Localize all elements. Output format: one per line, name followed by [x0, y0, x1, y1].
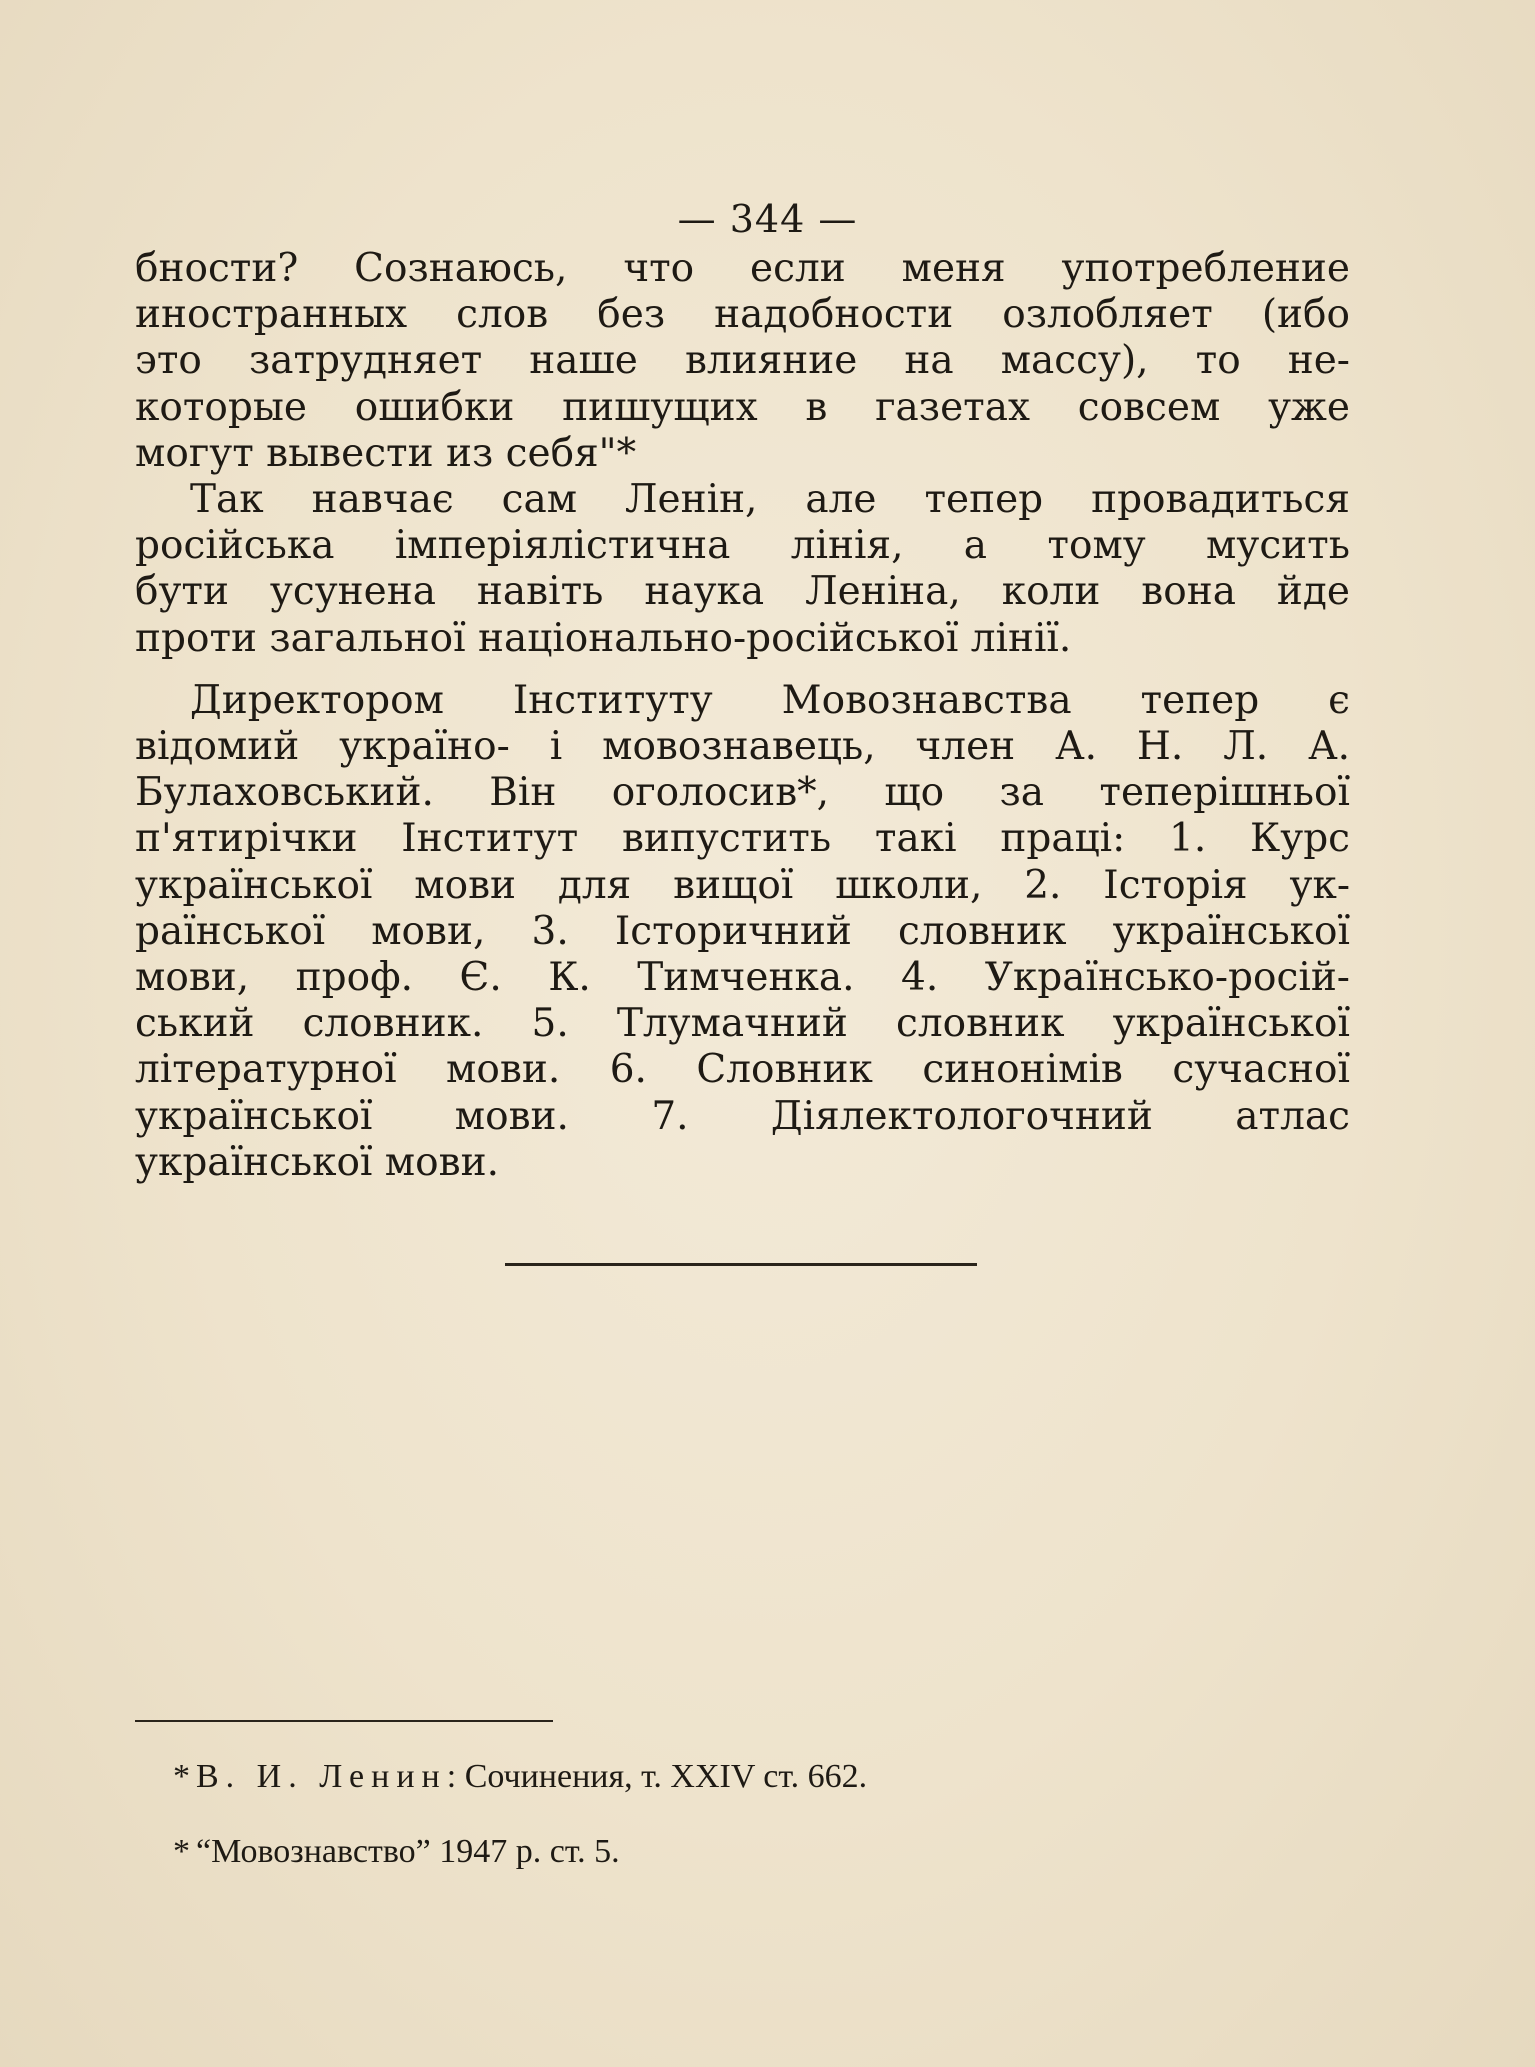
- text-line: ський словник. 5. Тлумачний словник української: [135, 1001, 1350, 1047]
- footnote-text: : Сочинения, т. XXIV ст. 662.: [446, 1758, 868, 1795]
- paragraph-lenin-teaching: [135, 477, 1350, 662]
- text-line: української мови. 7. Діялектологочний атлас: [135, 1093, 1350, 1139]
- text-line: это затрудняет наше влияние на массу), то не-: [135, 338, 1350, 384]
- text-line: иностранных слов без надобности озлобляет (ибо: [135, 292, 1350, 338]
- text-line: раїнської мови, 3. Історичний словник української: [135, 908, 1350, 954]
- footnote-author: В. И. Ленин: [196, 1758, 447, 1795]
- text-line: п'ятирічки Інститут випустить такі праці: 1. Курс: [135, 816, 1350, 862]
- text-line: української мови.: [135, 1139, 499, 1185]
- text-line: літературної мови. 6. Словник синонімів сучасної: [135, 1047, 1350, 1093]
- body-text: [135, 246, 1350, 1186]
- text-line: которые ошибки пишущих в газетах совсем уже: [135, 384, 1350, 430]
- page-number: — 344 —: [677, 197, 858, 241]
- text-line: могут вывести из себя"*: [135, 430, 637, 476]
- footnote: [173, 1830, 1273, 1874]
- text-line: мови, проф. Є. К. Тимченка. 4. Українсько-росій-: [135, 955, 1350, 1001]
- text-line: Директором Інституту Мовознавства тепер є: [190, 677, 1350, 723]
- text-line: проти загальної національно-російської лінії.: [135, 615, 1072, 661]
- footnotes: [173, 1755, 1273, 1874]
- paragraph-quote-continuation: [135, 246, 1350, 477]
- text-line: бности? Сознаюсь, что если меня употребление: [135, 246, 1350, 291]
- footnote-divider: [135, 1720, 553, 1722]
- text-line: відомий україно- і мовознавець, член А. Н. Л. А.: [135, 724, 1350, 770]
- text-line: української мови для вищої школи, 2. Історія ук-: [135, 862, 1350, 908]
- text-line: Так навчає сам Ленін, але тепер провадиться: [190, 477, 1350, 523]
- footnote: [173, 1755, 1273, 1799]
- paragraph-institute: [135, 678, 1350, 1186]
- footnote-text: “Мовознавство” 1947 р. ст. 5.: [196, 1833, 620, 1870]
- footnote-mark: *: [173, 1758, 190, 1795]
- footnote-mark: *: [173, 1833, 190, 1870]
- section-divider: [505, 1263, 977, 1266]
- text-line: бути усунена навіть наука Леніна, коли вона йде: [135, 569, 1350, 615]
- text-line: російська імперіялістична лінія, а тому мусить: [135, 523, 1350, 569]
- text-line: Булаховський. Він оголосив*, що за теперішньої: [135, 770, 1350, 816]
